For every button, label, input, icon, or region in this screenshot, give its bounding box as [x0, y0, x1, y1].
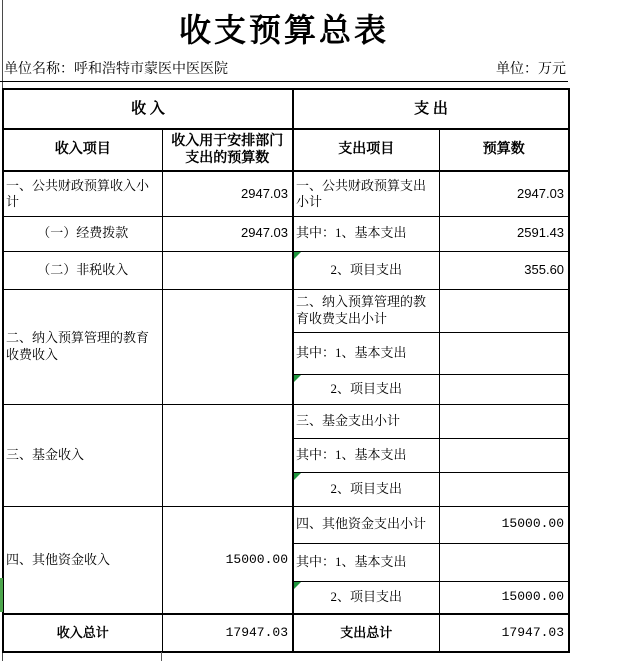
expense-amount-cell[interactable]: [439, 404, 569, 438]
expense-item-cell[interactable]: 一、公共财政预算支出小计: [293, 171, 439, 216]
expense-item-label: 2、项目支出: [330, 261, 403, 277]
income-item-cell[interactable]: （一）经费拨款: [3, 216, 162, 251]
unit-name-text: 单位名称：呼和浩特市蒙医中医医院: [4, 62, 228, 77]
expense-item-cell[interactable]: [293, 472, 439, 506]
expense-amount-cell[interactable]: [439, 472, 569, 506]
income-amount-cell[interactable]: 2947.03: [162, 171, 293, 216]
income-total-label[interactable]: 收入总计: [3, 614, 162, 652]
income-item-cell[interactable]: 四、其他资金收入: [3, 506, 162, 614]
col-header-expense-item[interactable]: 支出项目: [293, 129, 439, 171]
error-indicator-icon: [294, 473, 301, 480]
expense-amount-cell[interactable]: 15000.00: [439, 506, 569, 543]
income-item-cell[interactable]: 二、纳入预算管理的教育收费收入: [3, 289, 162, 404]
page-title: 收支预算总表: [178, 12, 389, 48]
income-item-cell[interactable]: （二）非税收入: [3, 251, 162, 289]
income-total-amount[interactable]: 17947.03: [162, 614, 293, 652]
income-amount-cell[interactable]: [162, 251, 293, 289]
meta-row: [0, 60, 568, 82]
income-amount-cell[interactable]: 15000.00: [162, 506, 293, 614]
expense-amount-cell[interactable]: [439, 332, 569, 374]
income-section-header[interactable]: 收 入: [3, 89, 293, 129]
clipped-error-indicator: [0, 578, 3, 612]
expense-amount-cell[interactable]: 2591.43: [439, 216, 569, 251]
expense-amount-cell[interactable]: 2947.03: [439, 171, 569, 216]
expense-amount-cell[interactable]: [439, 438, 569, 472]
income-item-cell[interactable]: 三、基金收入: [3, 404, 162, 506]
expense-amount-cell[interactable]: [439, 543, 569, 581]
budget-table: [2, 88, 570, 653]
income-amount-cell[interactable]: [162, 289, 293, 404]
error-indicator-icon: [294, 252, 301, 259]
expense-item-cell[interactable]: 三、基金支出小计: [293, 404, 439, 438]
col-header-income-item[interactable]: 收入项目: [3, 129, 162, 171]
expense-item-label: 2、项目支出: [330, 589, 403, 605]
expense-item-cell[interactable]: 其中：1、基本支出: [293, 332, 439, 374]
expense-amount-cell[interactable]: 355.60: [439, 251, 569, 289]
expense-item-cell[interactable]: 其中：1、基本支出: [293, 438, 439, 472]
error-indicator-icon: [294, 582, 301, 589]
income-amount-cell[interactable]: [162, 404, 293, 506]
expense-total-amount[interactable]: 17947.03: [439, 614, 569, 652]
error-indicator-icon: [294, 375, 301, 382]
unit-of-measure-text: 单位：万元: [496, 62, 566, 77]
expense-total-label[interactable]: 支出总计: [293, 614, 439, 652]
expense-amount-cell[interactable]: 15000.00: [439, 581, 569, 614]
expense-item-cell[interactable]: 其中：1、基本支出: [293, 543, 439, 581]
expense-item-cell[interactable]: 四、其他资金支出小计: [293, 506, 439, 543]
income-item-cell[interactable]: 一、公共财政预算收入小计: [3, 171, 162, 216]
col-header-expense-budget[interactable]: 预算数: [439, 129, 569, 171]
expense-item-cell[interactable]: 二、纳入预算管理的教育收费支出小计: [293, 289, 439, 332]
income-amount-cell[interactable]: 2947.03: [162, 216, 293, 251]
expense-item-cell[interactable]: 其中：1、基本支出: [293, 216, 439, 251]
expense-item-label: 2、项目支出: [330, 380, 403, 396]
expense-item-cell[interactable]: [293, 374, 439, 404]
expense-item-cell[interactable]: [293, 251, 439, 289]
col-header-income-budget[interactable]: 收入用于安排部门支出的预算数: [162, 129, 293, 171]
expense-section-header[interactable]: 支 出: [293, 89, 569, 129]
expense-item-label: 2、项目支出: [330, 480, 403, 496]
expense-amount-cell[interactable]: [439, 374, 569, 404]
expense-item-cell[interactable]: [293, 581, 439, 614]
gridline-stub: [161, 652, 162, 661]
expense-amount-cell[interactable]: [439, 289, 569, 332]
